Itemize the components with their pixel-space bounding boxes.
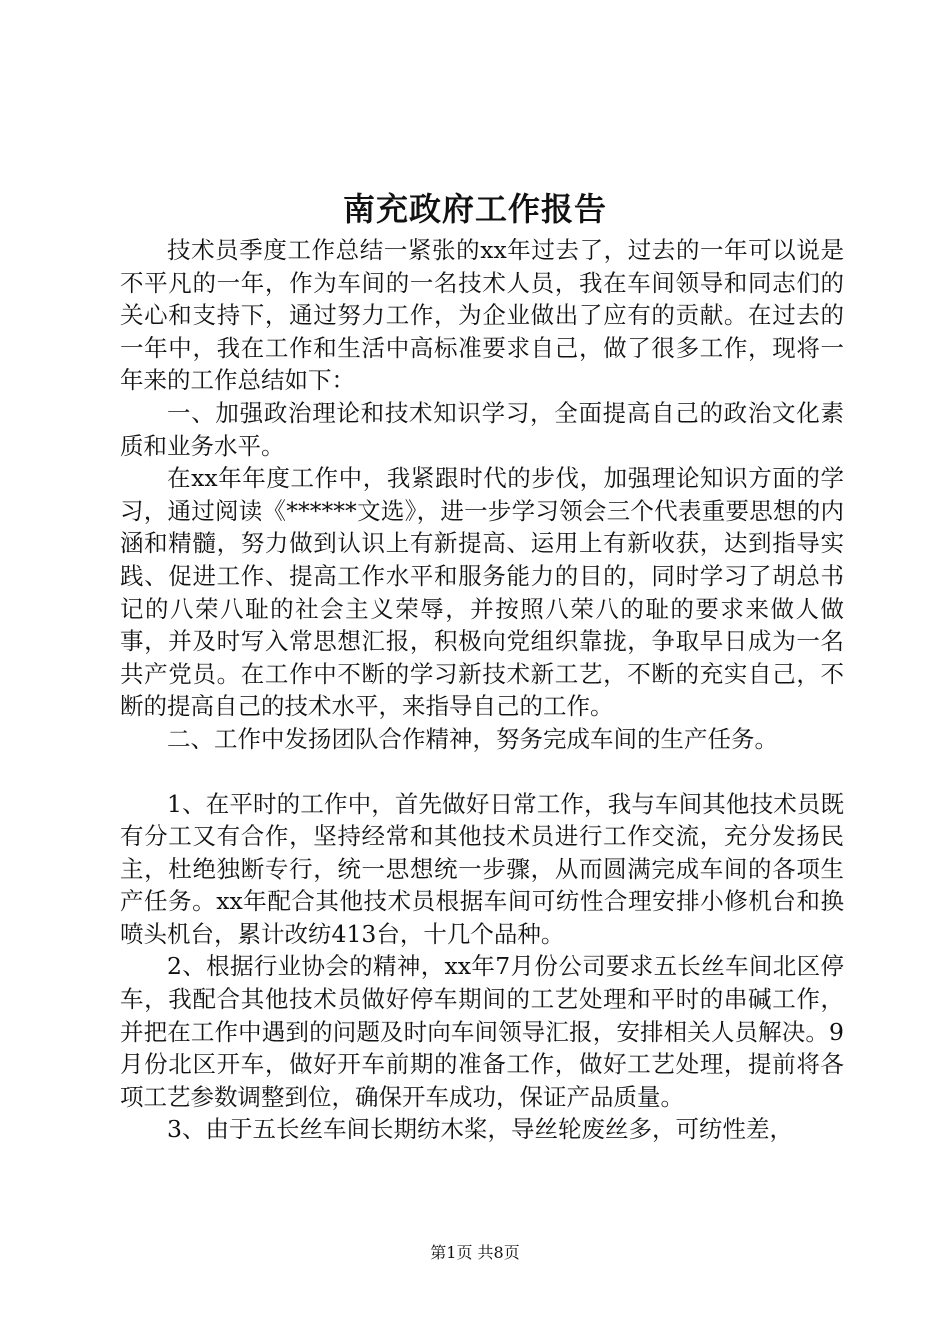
paragraph-intro: 技术员季度工作总结一紧张的xx年过去了，过去的一年可以说是不平凡的一年，作为车间的一名技术人员，我在车间领导和同志们的关心和支持下，通过努力工作，为企业做出了应有的贡献。在过去的一年中，我在工作和生活中高标准要求自己，做了很多工作，现将一年来的工作总结如下： <box>120 236 844 395</box>
page-footer: 第1页 共8页 <box>430 1243 520 1262</box>
document-body <box>120 234 844 1146</box>
document-title: 南充政府工作报告 <box>342 190 607 228</box>
paragraph-item-2: 2、根据行业协会的精神，xx年7月份公司要求五长丝车间北区停车，我配合其他技术员做好停车期间的工艺处理和平时的串碱工作，并把在工作中遇到的问题及时向车间领导汇报，安排相关人员解决。9月份北区开车，做好开车前期的准备工作，做好工艺处理，提前将各项工艺参数调整到位，确保开车成功，保证产品质量。 <box>120 952 844 1111</box>
paragraph-section-2-heading: 二、工作中发扬团队合作精神，努务完成车间的生产任务。 <box>167 724 778 753</box>
paragraph-item-3: 3、由于五长丝车间长期纺木桨，导丝轮废丝多，可纺性差， <box>167 1115 793 1144</box>
paragraph-item-1: 1、在平时的工作中，首先做好日常工作，我与车间其他技术员既有分工又有合作，坚持经常和其他技术员进行工作交流，充分发扬民主，杜绝独断专行，统一思想统一步骤，从而圆满完成车间的各项生产任务。xx年配合其他技术员根据车间可纺性合理安排小修机台和换喷头机台，累计改纺413台，十几个品种。 <box>120 789 844 948</box>
paragraph-section-1-heading: 一、加强政治理论和技术知识学习，全面提高自己的政治文化素质和业务水平。 <box>120 398 844 460</box>
paragraph-section-1-body: 在xx年年度工作中，我紧跟时代的步伐，加强理论知识方面的学习，通过阅读《******文选》，进一步学习领会三个代表重要思想的内涵和精髓，努力做到认识上有新提高、运用上有新收获，达到指导实践、促进工作、提高工作水平和服务能力的目的，同时学习了胡总书记的八荣八耻的社会主义荣辱，并按照八荣八的耻的要求来做人做事，并及时写入常思想汇报，积极向党组织靠拢，争取早日成为一名共产党员。在工作中不断的学习新技术新工艺，不断的充实自己，不断的提高自己的技术水平，来指导自己的工作。 <box>120 464 844 721</box>
